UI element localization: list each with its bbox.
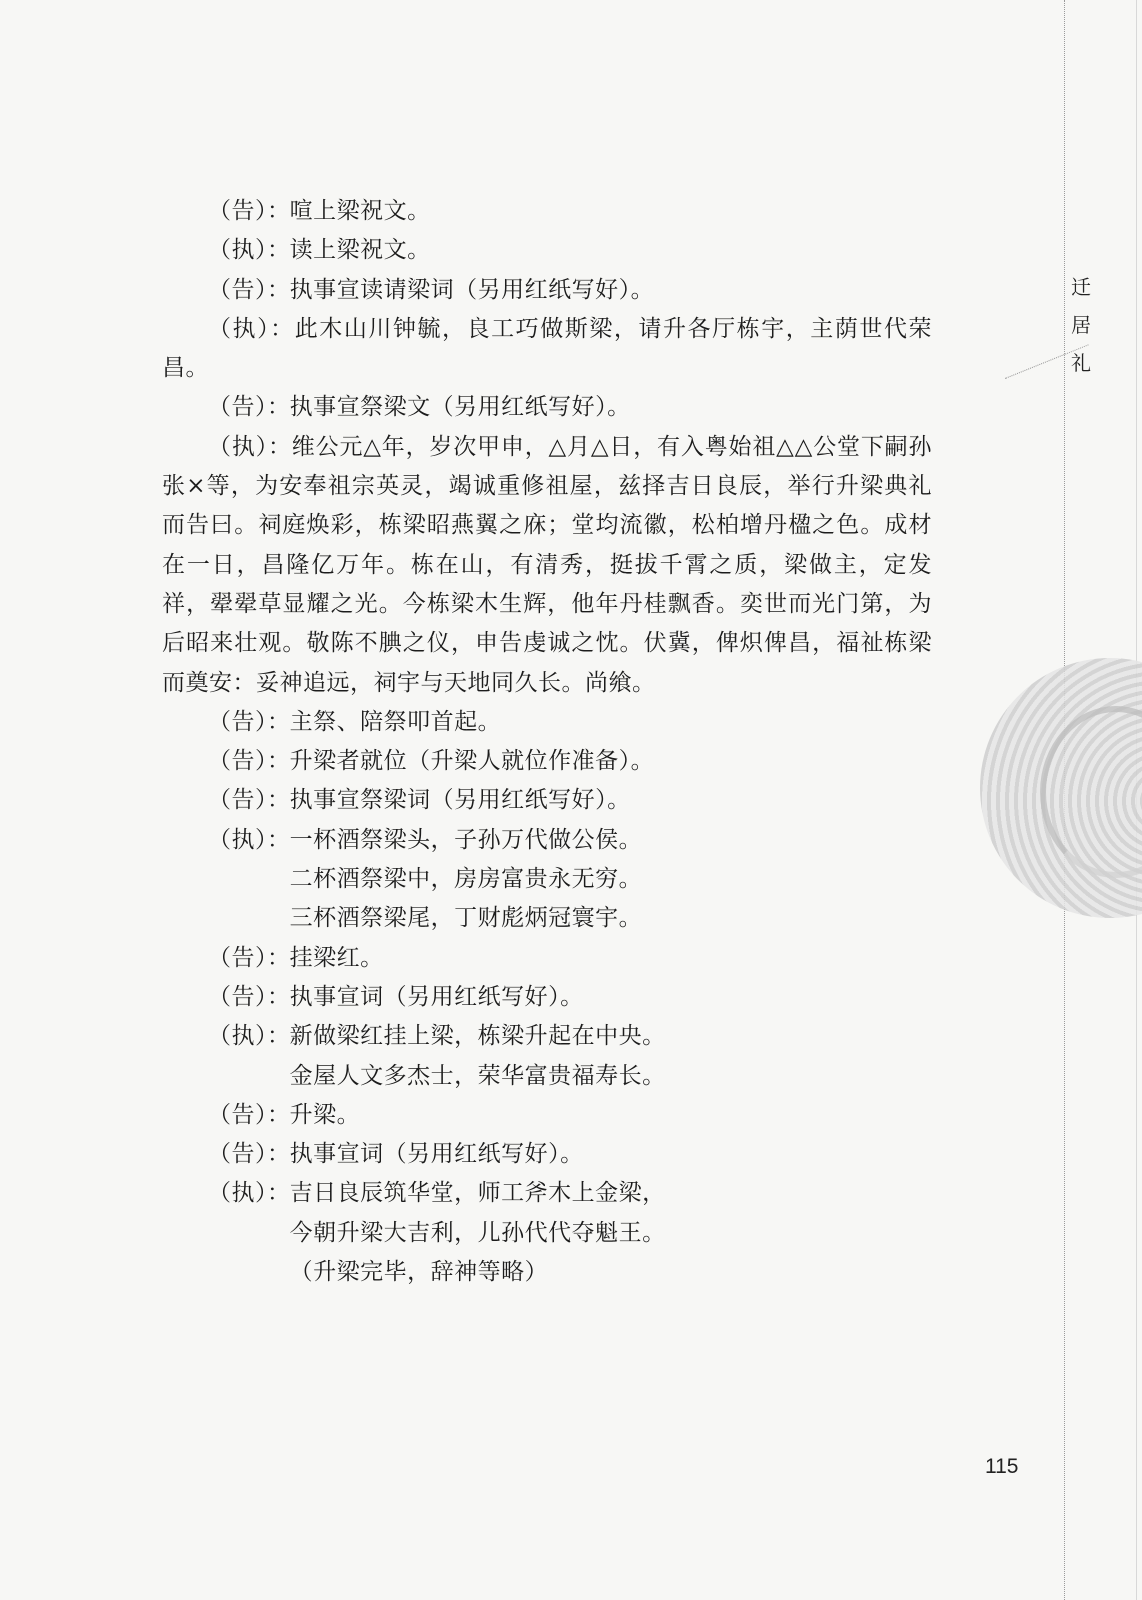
- speaker-tag: （执）：: [208, 433, 292, 460]
- line-text: 执事宣词（另用红纸写好）。: [289, 1141, 584, 1168]
- ritual-paragraph: [162, 310, 932, 389]
- ritual-line: [162, 703, 932, 742]
- page-number: 115: [985, 1455, 1019, 1478]
- line-text: 主祭、陪祭叩首起。: [289, 708, 502, 735]
- ritual-line: [162, 742, 932, 781]
- side-tab-char: 迁: [1071, 275, 1091, 299]
- speaker-tag: （执）：: [208, 237, 291, 264]
- verse-line: 三杯酒祭梁尾，丁财彪炳冠寰宇。: [289, 905, 643, 932]
- ritual-line: [162, 978, 932, 1017]
- verse-line: 金屋人文多杰士，荣华富贵福寿长。: [289, 1062, 666, 1089]
- ritual-line: [162, 271, 932, 310]
- speaker-tag: （执）：: [208, 1180, 291, 1207]
- chapter-side-tab: [1066, 268, 1096, 382]
- ritual-line: [162, 231, 932, 270]
- ritual-line: [162, 939, 932, 978]
- speaker-tag: （告）：: [208, 276, 291, 303]
- speaker-tag: （告）：: [208, 1141, 291, 1168]
- line-text: 升梁。: [289, 1101, 361, 1128]
- line-text: 此木山川钟毓，良工巧做斯梁，请升各厅栋宇，主荫世代荣昌。: [162, 315, 933, 382]
- speaker-tag: （告）：: [208, 983, 291, 1010]
- ritual-line: [162, 192, 932, 231]
- verse-line: 二杯酒祭梁中，房房富贵永无穷。: [289, 866, 643, 893]
- line-text: 执事宣祭梁文（另用红纸写好）。: [289, 394, 631, 421]
- line-text: 读上梁祝文。: [289, 237, 431, 264]
- speaker-tag: （告）：: [208, 198, 291, 224]
- ritual-line: [162, 781, 932, 820]
- speaker-tag: （执）：: [208, 826, 291, 853]
- speaker-tag: （执）：: [208, 315, 295, 342]
- speaker-tag: （告）：: [208, 748, 291, 775]
- line-text: 执事宣祭梁词（另用红纸写好）。: [289, 787, 631, 814]
- line-text: 执事宣读请梁词（另用红纸写好）。: [289, 276, 655, 303]
- line-text: 挂梁红。: [289, 944, 384, 971]
- speaker-tag: （告）：: [208, 1101, 291, 1128]
- verse-text: 一杯酒祭梁头，子孙万代做公侯。: [289, 826, 643, 853]
- ritual-line: [162, 1135, 932, 1174]
- line-text: 维公元△年，岁次甲申，△月△日，有入粤始祖△△公堂下嗣孙张×等，为安奉祖宗英灵，竭诚重修祖屋，兹择吉日良辰，举行升梁典礼而告曰。祠庭焕彩，栋梁昭燕翼之庥；堂均流徽，松柏增丹楹之色。成材在一日，昌隆亿万年。栋在山，有清秀，挺拔千霄之质，梁做主，定发祥，翚翚草显耀之光。今栋梁木生辉，他年丹桂飘香。奕世而光门第，为后昭来壮观。敬陈不腆之仪，申告虔诚之忱。伏冀，俾炽俾昌，福祉栋梁而奠安：妥神追远，祠宇与天地同久长。尚飨。: [162, 433, 932, 696]
- speaker-tag: （告）：: [208, 787, 291, 814]
- body-text: [162, 192, 932, 1292]
- ritual-line: [162, 388, 932, 427]
- speaker-tag: （告）：: [208, 944, 291, 971]
- verse-text: 吉日良辰筑华堂，师工斧木上金梁，: [289, 1180, 666, 1207]
- verse-line: 今朝升梁大吉利，儿孙代代夺魁王。: [289, 1219, 666, 1246]
- line-text: 喧上梁祝文。: [289, 198, 431, 224]
- line-text: 执事宣词（另用红纸写好）。: [289, 983, 584, 1010]
- verse-line: [162, 1017, 932, 1056]
- speaker-tag: （告）：: [208, 708, 291, 735]
- verse-note: （升梁完毕，辞神等略）: [289, 1259, 549, 1286]
- verse-text: 新做梁红挂上梁，栋梁升起在中央。: [289, 1023, 666, 1050]
- ritual-line: [162, 1096, 932, 1135]
- verse-line: [162, 821, 932, 860]
- side-tab-char: 居: [1071, 313, 1091, 337]
- verse-line: [162, 1174, 932, 1213]
- speaker-tag: （告）：: [208, 394, 291, 421]
- speaker-tag: （执）：: [208, 1023, 291, 1050]
- line-text: 升梁者就位（升梁人就位作准备）。: [289, 748, 655, 775]
- side-tab-char: 礼: [1071, 351, 1091, 375]
- ritual-paragraph: [162, 428, 932, 703]
